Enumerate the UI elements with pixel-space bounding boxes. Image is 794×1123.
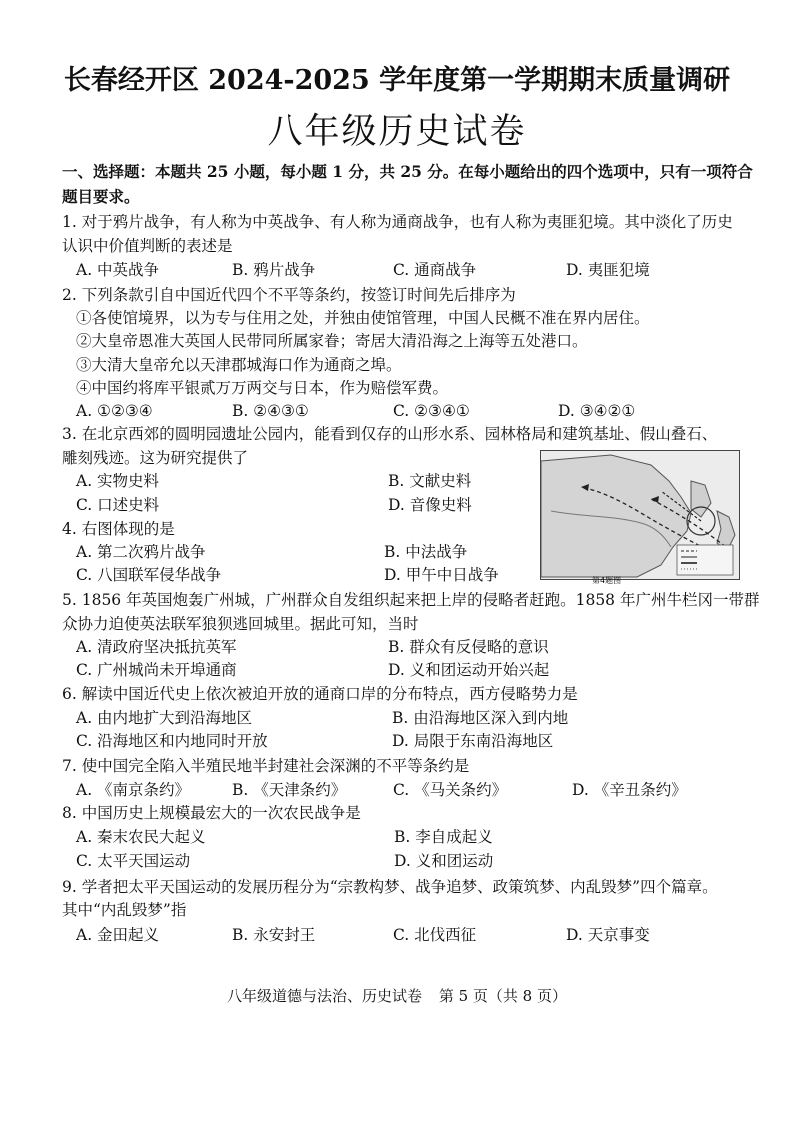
q5-option-a: A. 清政府坚决抵抗英军: [76, 638, 237, 656]
q7-option-b: B. 《天津条约》: [232, 781, 347, 799]
q9-option-b: B. 永安封王: [232, 926, 316, 944]
q1-option-b: B. 鸦片战争: [232, 261, 316, 279]
q9-stem-line2: 其中“内乱毁梦”指: [62, 901, 187, 919]
q8-stem: 8. 中国历史上规模最宏大的一次农民战争是: [62, 804, 361, 822]
q3-stem-line2: 雕刻残迹。这为研究提供了: [62, 449, 249, 467]
q9-option-a: A. 金田起义: [76, 926, 160, 944]
q6-option-d: D. 局限于东南沿海地区: [392, 732, 554, 750]
q8-option-c: C. 太平天国运动: [76, 852, 191, 870]
section-instructions-line2: 题目要求。: [62, 187, 140, 206]
q7-option-a: A. 《南京条约》: [76, 781, 191, 799]
q5-option-d: D. 义和团运动开始兴起: [388, 661, 550, 679]
q2-option-b: B. ②④③①: [232, 402, 309, 420]
q4-option-b: B. 中法战争: [384, 543, 468, 561]
map-illustration: [541, 451, 739, 579]
footer-exam-name: 八年级道德与法治、历史试卷: [227, 987, 423, 1005]
q9-option-c: C. 北伐西征: [393, 926, 477, 944]
q2-item-3: ③大清大皇帝允以天津郡城海口作为通商之埠。: [76, 356, 402, 374]
q3-option-a: A. 实物史料: [76, 472, 160, 490]
q6-option-b: B. 由沿海地区深入到内地: [392, 709, 569, 727]
q3-option-b: B. 文献史料: [388, 472, 472, 490]
q5-stem-line2: 众协力迫使英法联军狼狈逃回城里。据此可知，当时: [62, 615, 419, 633]
q1-option-d: D. 夷匪犯境: [566, 261, 650, 279]
q2-item-4: ④中国约将库平银贰万万两交与日本，作为赔偿军费。: [76, 379, 449, 397]
q7-option-d: D. 《辛丑条约》: [572, 781, 687, 799]
q3-option-c: C. 口述史料: [76, 496, 160, 514]
q7-option-c: C. 《马关条约》: [393, 781, 508, 799]
q6-stem: 6. 解读中国近代史上依次被迫开放的通商口岸的分布特点，西方侵略势力是: [62, 685, 578, 703]
exam-title: 长春经开区 2024-2025 学年度第一学期期末质量调研: [63, 65, 731, 96]
footer-page-number: 第 5 页（共 8 页）: [438, 987, 567, 1005]
q2-item-1: ①各使馆境界，以为专与住用之处，并独由使馆管理，中国人民概不准在界内居住。: [76, 309, 650, 327]
exam-subtitle: 八年级历史试卷: [267, 112, 527, 152]
q4-map-caption: 第4题图: [592, 576, 622, 585]
q4-option-a: A. 第二次鸦片战争: [76, 543, 206, 561]
q4-option-d: D. 甲午中日战争: [384, 566, 499, 584]
q2-option-a: A. ①②③④: [76, 402, 153, 420]
q9-stem-line1: 9. 学者把太平天国运动的发展历程分为“宗教构梦、战争追梦、政策筑梦、内乱毁梦”四个篇章。: [62, 878, 718, 896]
q6-option-c: C. 沿海地区和内地同时开放: [76, 732, 268, 750]
q3-stem-line1: 3. 在北京西郊的圆明园遗址公园内，能看到仅存的山形水系、园林格局和建筑基址、假山叠石、: [62, 425, 718, 443]
q4-option-c: C. 八国联军侵华战争: [76, 566, 222, 584]
q9-option-d: D. 天京事变: [566, 926, 650, 944]
q1-stem-line1: 1. 对于鸦片战争，有人称为中英战争、有人称为通商战争，也有人称为夷匪犯境。其中淡化了历史: [62, 213, 733, 231]
q8-option-b: B. 李自成起义: [394, 828, 493, 846]
q3-option-d: D. 音像史料: [388, 496, 472, 514]
page-footer: [0, 985, 794, 1006]
q5-option-c: C. 广州城尚未开埠通商: [76, 661, 237, 679]
q1-stem-line2: 认识中价值判断的表述是: [62, 237, 233, 255]
q1-option-c: C. 通商战争: [393, 261, 477, 279]
q7-stem: 7. 使中国完全陷入半殖民地半封建社会深渊的不平等条约是: [62, 757, 470, 775]
q4-stem: 4. 右图体现的是: [62, 520, 175, 538]
q1-option-a: A. 中英战争: [76, 261, 160, 279]
q8-option-d: D. 义和团运动: [394, 852, 494, 870]
q5-option-b: B. 群众有反侵略的意识: [388, 638, 549, 656]
q2-option-d: D. ③④②①: [558, 402, 636, 420]
q8-option-a: A. 秦末农民大起义: [76, 828, 206, 846]
q4-map-figure: [540, 450, 740, 580]
q5-stem-line1: 5. 1856 年英国炮轰广州城，广州群众自发组织起来把上岸的侵略者赶跑。1858 年广州牛栏冈一带群: [62, 591, 760, 609]
section-instructions-line1: 一、选择题：本题共 25 小题，每小题 1 分，共 25 分。在每小题给出的四个选项中，只有一项符合: [62, 162, 753, 181]
q2-option-c: C. ②③④①: [393, 402, 470, 420]
q2-stem: 2. 下列条款引自中国近代四个不平等条约，按签订时间先后排序为: [62, 286, 516, 304]
q6-option-a: A. 由内地扩大到沿海地区: [76, 709, 253, 727]
q2-item-2: ②大皇帝恩准大英国人民带同所属家眷；寄居大清沿海之上海等五处港口。: [76, 332, 588, 350]
